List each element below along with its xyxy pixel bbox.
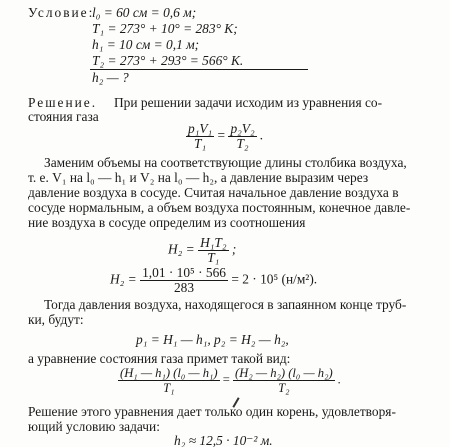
given-line-2: T₁ = 273° + 10° = 283° K; bbox=[92, 21, 238, 36]
para2-line-4: сосуде нормальным, а объем воздуха постоянным, конечное давле- bbox=[28, 200, 411, 215]
eq1-left-num: p₁V₁ bbox=[188, 121, 213, 136]
given-heading: Условие: bbox=[28, 5, 95, 20]
equation-2 bbox=[168, 236, 236, 265]
answer: h₂ ≈ 12,5 · 10⁻² м. bbox=[174, 433, 273, 447]
solution-heading: Решение. bbox=[28, 95, 98, 110]
para2-line-2: т. е. V₁ на l₀ — h₁ и V₂ на l₀ — h₂, а давление выразим через bbox=[28, 170, 369, 185]
eq1-right-fraction bbox=[228, 122, 256, 151]
eq1-right-den: T₂ bbox=[236, 136, 249, 151]
eq2-num: H₁T₂ bbox=[200, 235, 227, 250]
eq5-right-fraction bbox=[233, 366, 335, 395]
eq3-fraction bbox=[140, 266, 228, 295]
para2-line-1: Заменим объемы на соответствующие длины столбика воздуха, bbox=[44, 155, 407, 170]
eq2-end: ; bbox=[231, 241, 237, 257]
given-line-1: l₀ = 60 см = 0,6 м; bbox=[92, 5, 197, 20]
equation-4: p₁ = H₁ — h₁, p₂ = H₂ — h₂, bbox=[136, 332, 289, 347]
eq5-end: . bbox=[337, 372, 341, 387]
eq5-right-den: T₂ bbox=[278, 381, 290, 395]
para4: а уравнение состояния газа примет такой вид: bbox=[28, 351, 291, 366]
eq5-right-num: (H₂ — h₂) (l₀ — h₂) bbox=[235, 366, 333, 380]
eq3-num: 1,01 · 10⁵ · 566 bbox=[142, 265, 226, 280]
para5-line-2: ющий условию задачи: bbox=[28, 419, 160, 434]
para3-line-2: ки, будут: bbox=[28, 312, 84, 327]
equation-3 bbox=[110, 266, 317, 295]
equation-5: $\frac{\text{(H₁ — h₁) (l₀ — h₁)}}{\text{T₁}}$ = $\frac{\text{(H₂ — h₂) (l₀ — h₂)}}{\text{T₂}}$ . bbox=[120, 366, 341, 395]
eq5-left-den: T₁ bbox=[163, 381, 175, 395]
eq3-rhs: = 2 · 10⁵ (н/м²). bbox=[231, 271, 318, 287]
eq2-den: T₁ bbox=[207, 250, 220, 265]
eq5-left-fraction bbox=[118, 366, 220, 395]
eq3-den: 283 bbox=[173, 280, 195, 295]
eq1-right-num: p₂V₂ bbox=[230, 121, 255, 136]
eq1-left-den: T₁ bbox=[194, 136, 207, 151]
eq3-lhs: H₂ = bbox=[110, 271, 137, 287]
eq2-lhs: H₂ = bbox=[168, 241, 195, 257]
solution-intro-1: При решении задачи исходим из уравнения со- bbox=[114, 95, 383, 110]
given-line-5: h₂ — ? bbox=[92, 70, 129, 85]
eq1-left-fraction bbox=[186, 122, 214, 151]
eq2-fraction bbox=[198, 236, 228, 265]
para3-line-1: Тогда давления воздуха, находящегося в запаянном конце труб- bbox=[44, 297, 407, 312]
equation-1: $\frac{\text{p₁V₁}}{\text{T₁}}$ = $\frac{\text{p₂V₂}}{\text{T₂}}$ . bbox=[188, 121, 264, 151]
para2-line-5: ние воздуха в сосуде определим из соотношения bbox=[28, 215, 306, 230]
given-line-4: T₂ = 273° + 293° = 566° K. bbox=[92, 53, 244, 68]
para2-line-3: давление воздуха в сосуде. Считая начальное давление воздуха в bbox=[28, 185, 399, 200]
para5-line-1: Решение этого уравнения дает только один корень, удовлетворя- bbox=[28, 404, 396, 419]
given-line-3: h₁ = 10 см = 0,1 м; bbox=[92, 37, 200, 52]
eq1-end: . bbox=[260, 127, 264, 143]
solution-intro-2: стояния газа bbox=[28, 109, 99, 124]
eq5-left-num: (H₁ — h₁) (l₀ — h₁) bbox=[120, 366, 218, 380]
